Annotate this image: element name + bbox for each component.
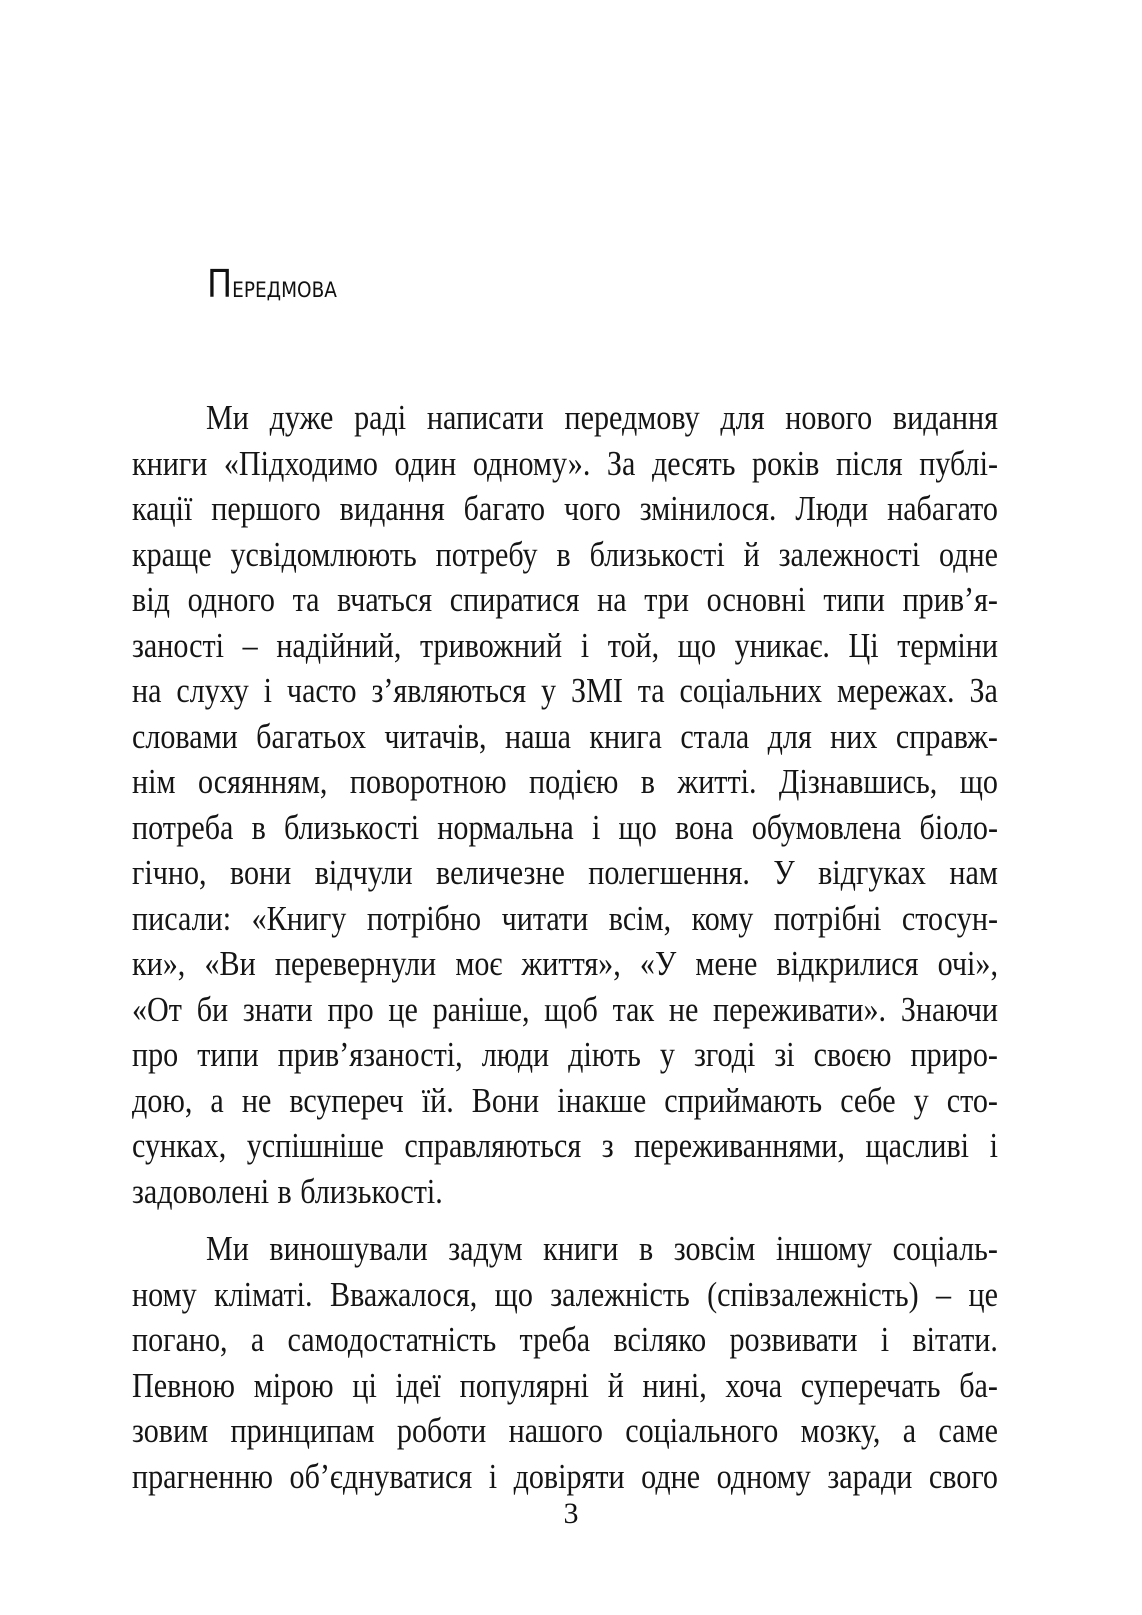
word: зі [774,1035,795,1074]
word: чого [563,489,621,528]
word: ідеї [395,1365,441,1405]
word: після [835,443,903,483]
word: нім [132,762,176,801]
paragraph-spacer [132,1214,998,1226]
word: мозку, [800,1411,881,1450]
word: – [242,625,258,665]
word: так [612,989,655,1029]
word: Вважалося, [330,1274,478,1314]
word: вона [674,807,734,847]
word: заради [827,1456,913,1496]
word: треба [519,1320,591,1359]
word: свого [928,1456,998,1496]
text-line [132,1317,998,1363]
word: та [292,580,320,619]
word: що [494,1274,533,1314]
word: книга [589,716,662,756]
word: «Ви [204,944,256,983]
text-line [132,1363,998,1409]
word: зовим [132,1411,209,1450]
word: згоді [693,1035,756,1074]
text-line [132,486,998,532]
word: близькості [284,807,420,847]
word: це [968,1274,998,1314]
word: заності [132,625,225,665]
word: в [251,807,266,847]
word: і [488,1456,498,1496]
word: біоло- [919,807,998,847]
word: видання [339,489,445,528]
text-line [132,1272,998,1318]
text-line [132,850,998,896]
paragraph-2 [132,1226,998,1499]
word: наша [504,716,571,756]
word: нашого [508,1411,603,1450]
text-line [132,896,998,942]
word: діють [568,1035,641,1074]
word: років [752,443,820,483]
word: За [969,671,998,710]
word: своєю [813,1035,892,1074]
text-line [132,623,998,669]
word: хоча [725,1365,783,1405]
word: потрібні [773,898,882,938]
word: іншому [775,1229,873,1268]
word: ці [352,1365,377,1405]
word: з’являються [371,671,527,710]
word: успішніше [246,1126,384,1165]
text-line [132,1454,998,1500]
word: мене [695,944,758,983]
word: дуже [269,398,334,437]
word: соціального [625,1411,779,1450]
word: одному [716,1456,811,1496]
word: «Книгу [251,898,347,938]
word: соціальних [679,671,823,710]
word: них [830,716,878,756]
word: вітати. [912,1320,998,1359]
word: один [394,443,457,483]
word: осяянням, [197,762,328,801]
word: задум [448,1229,523,1268]
word: подією [528,762,619,801]
word: написати [426,398,544,437]
word: потреба [132,807,234,847]
word: За [606,443,636,483]
text-line [132,1169,998,1215]
word: три [644,580,689,619]
word: та [637,671,665,710]
word: що [677,625,717,665]
word: одному». [472,443,591,483]
word: в [638,1229,654,1268]
word: прив’язаності, [277,1035,463,1074]
word: і [263,671,273,710]
word: величезне [436,853,565,892]
word: десять [651,443,736,483]
word: книги [543,1229,619,1268]
word: Дізнавшись, [778,762,938,801]
word: публі- [919,443,998,483]
text-line [132,1078,998,1124]
word: полегшення. [588,853,750,892]
word: інакше [557,1080,647,1120]
text-line [132,532,998,578]
word: приро- [910,1035,998,1074]
word: з [601,1126,614,1165]
word: у [913,1080,929,1120]
word: кліматі. [214,1274,313,1314]
paragraph-1 [132,395,998,1214]
word: ки», [132,944,186,983]
word: кації [132,489,193,528]
word: що [959,762,998,801]
word: раді [354,398,407,437]
text-line [132,1408,998,1454]
word: мережах. [836,671,955,710]
word: уникає. [734,625,830,665]
word: а [902,1411,917,1450]
text-line [132,941,998,987]
word: змінилося. [639,489,777,528]
word: щоб [544,989,598,1029]
word: від [132,580,170,619]
text-line [132,441,998,487]
word: і [880,1320,890,1359]
word: моє [455,944,503,983]
word: сунках, [132,1126,227,1165]
word: «Підходимо [223,443,378,483]
word: мірою [253,1365,334,1405]
word: – [936,1274,952,1314]
word: нам [949,853,998,892]
word: на [597,580,627,619]
word: всіляко [613,1320,707,1359]
text-line [132,395,998,441]
word: видання [892,398,998,437]
word: вони [229,853,292,892]
text-line [132,1226,998,1272]
word: зовсім [673,1229,756,1268]
word: одного [187,580,275,619]
word: «У [639,944,677,983]
word: це [388,989,418,1029]
word: поворотною [349,762,507,801]
word: відгуках [818,853,926,892]
body-text [132,395,998,1499]
word: ЗМІ [570,671,623,710]
chapter-heading [207,262,337,306]
word: відкрилися [776,944,919,983]
word: саме [938,1411,998,1450]
word: і [580,625,590,665]
word: читачів, [384,716,487,756]
word: нині, [642,1365,707,1405]
word: Ми [205,398,249,437]
word: відчули [314,853,413,892]
word: нормальна [437,807,574,847]
word: справж- [895,716,998,756]
word: життя», [521,944,621,983]
word: задоволені [132,1171,270,1211]
word: У [773,853,795,892]
word: що [618,807,657,847]
word: соціаль- [892,1229,998,1268]
word: принципам [230,1411,375,1450]
word: дою, [132,1080,193,1120]
word: Люди [795,489,869,528]
word: про [327,989,374,1029]
word: одне [938,534,998,574]
word: вчаться [337,580,433,619]
word: би [196,989,229,1029]
word: житті. [677,762,757,801]
word: популярні [459,1365,590,1405]
text-line [132,577,998,623]
text-line [132,987,998,1033]
word: потребу [435,534,538,574]
word: а [250,1320,265,1359]
word: всім, [608,898,672,938]
word: для [767,716,812,756]
word: і [989,1126,998,1165]
word: у [541,671,557,710]
word: (співзалежність) [707,1274,919,1314]
word: кому [691,898,754,938]
word: тривожний [420,625,563,665]
word: про [132,1035,179,1074]
word: ному [132,1274,197,1314]
word: терміни [897,625,998,665]
word: прив’я- [902,580,998,619]
word: набагато [887,489,998,528]
word: залежності [778,534,921,574]
word: себе [840,1080,896,1120]
word: багато [463,489,546,528]
word: роботи [396,1411,487,1450]
word: «От [132,989,182,1029]
word: типи [823,580,885,619]
word: типи [197,1035,259,1074]
word: часто [286,671,357,710]
page-number: 3 [563,1497,579,1530]
word: розвивати [729,1320,858,1359]
word: читати [501,898,589,938]
word: й [743,534,760,574]
word: виношували [269,1229,428,1268]
word: сто- [946,1080,998,1120]
word: Ми [205,1229,249,1268]
word: обумовлена [751,807,902,847]
word: прагненню [132,1456,274,1496]
word: довіряти [513,1456,625,1496]
word: й [607,1365,624,1405]
word: переживати». [713,989,887,1029]
word: ба- [959,1365,998,1405]
text-line [132,668,998,714]
word: краще [132,534,212,574]
word: Знаючи [900,989,998,1029]
word: книги [132,443,208,483]
word: справляються [404,1126,582,1165]
word: писали: [132,898,232,938]
word: щасливі [865,1126,970,1165]
word: близькості [589,534,725,574]
word: не [241,1080,272,1120]
word: у [659,1035,675,1074]
word: багатьох [256,716,367,756]
word: потрібно [366,898,482,938]
word: сприймають [664,1080,823,1120]
word: а [210,1080,224,1120]
word: суперечать [800,1365,941,1405]
text-line [132,1032,998,1078]
text-line [132,759,998,805]
word: першого [211,489,321,528]
word: нового [785,398,873,437]
word: гічно, [132,853,207,892]
word: перевернули [274,944,437,983]
word: стосун- [901,898,998,938]
text-line [132,805,998,851]
word: об’єднуватися [289,1456,473,1496]
word: і [591,807,601,847]
word: близькості. [300,1171,443,1211]
word: на [132,671,162,710]
word: для [720,398,765,437]
heading-rest: ередмова [232,270,337,305]
word: спиратися [449,580,580,619]
word: самодостатність [287,1320,497,1359]
word: Вони [471,1080,540,1120]
word: одне [641,1456,701,1496]
word: знати [242,989,313,1029]
word: переживаннями, [634,1126,845,1165]
word: Ці [848,625,879,665]
word: погано, [132,1320,228,1359]
word: Певною [132,1365,235,1405]
word: в [556,534,571,574]
word: всупереч [289,1080,404,1120]
text-line [132,714,998,760]
word: залежність [550,1274,690,1314]
word: раніше, [432,989,530,1029]
word: в [277,1171,292,1211]
text-line [132,1123,998,1169]
word: основні [706,580,806,619]
word: очі», [937,944,998,983]
word: передмову [564,398,700,437]
word: люди [481,1035,550,1074]
word: слуху [176,671,249,710]
word: в [640,762,655,801]
word: стала [680,716,750,756]
word: надійний, [276,625,402,665]
word: словами [132,716,238,756]
word: не [668,989,699,1029]
word: усвідомлюють [230,534,417,574]
word: їй. [421,1080,454,1120]
word: той, [607,625,660,665]
heading-initial: П [207,262,233,306]
